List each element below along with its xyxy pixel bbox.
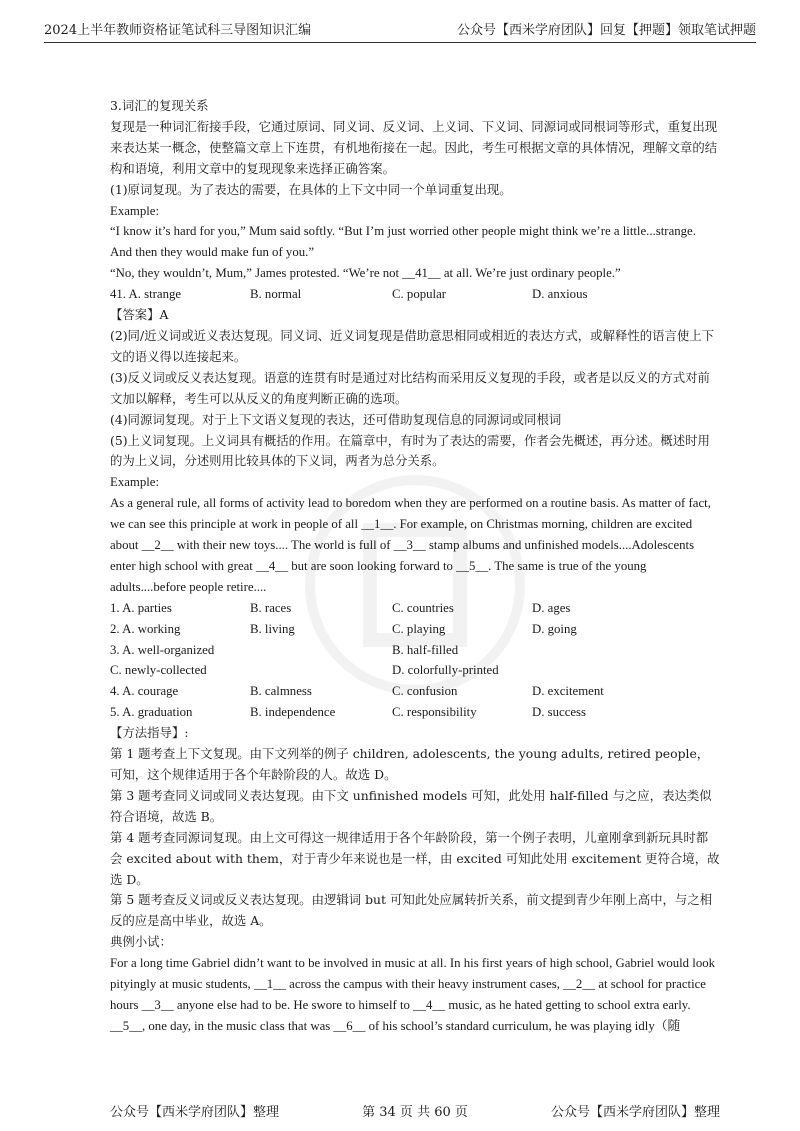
header-divider: [44, 42, 756, 43]
example-2-passage: As a general rule, all forms of activity lead to boredom when they are performed on a routine basis. As matter of fact, we can see this principle at work in people of all __1__. For example, on Christmas morning, children are excited about __2__ with their new toys.... The world is full of __3__ stamp albums and unfinished models....Adolescents enter high school with great __4__ but are soon looking forward to __5__. The same is true of the young adults....before people retire....: [110, 496, 711, 594]
trial-passage-2: __5__, one day, in the music class that was __6__ of his school’s standard curriculum, he was playing idly（随: [110, 1018, 681, 1033]
point-4: (4)同源词复现。对于上下文语义复现的表达，还可借助复现信息的同源词或同根词: [110, 411, 562, 427]
option: B. races: [250, 600, 292, 615]
option: C. countries: [392, 600, 454, 615]
point-5: (5)上义词复现。上义词具有概括的作用。在篇章中，有时为了表达的需要，作者会先概述，再分述。概述时用的为上义词，分述则用比较具体的下义词，两者为总分关系。: [110, 432, 710, 469]
header-left-title: 2024上半年教师资格证笔试科三导图知识汇编: [44, 23, 312, 38]
example-label-2: Example:: [110, 475, 160, 490]
option: C. confusion: [392, 684, 458, 699]
method-1: 第 1 题考查上下文复现。由下文列举的例子 children, adolescents, the young adults, retired people，可知，这个规律适用于各个年龄阶段的人。故选 D。: [110, 746, 710, 782]
question-4-options: [110, 681, 720, 702]
option: D. success: [532, 705, 587, 720]
option: B. living: [250, 621, 295, 636]
option: C. popular: [392, 287, 447, 302]
header-right-promo: 公众号【西米学府团队】回复【押题】领取笔试押题: [456, 23, 756, 38]
footer-right: 公众号【西米学府团队】整理: [550, 1105, 720, 1120]
option: B. calmness: [250, 684, 312, 699]
option: D. excitement: [532, 684, 604, 699]
question-3-options-a: [110, 640, 720, 661]
option: D. anxious: [532, 287, 588, 302]
point-3: (3)反义词或反义表达复现。语意的连贯有时是通过对比结构而采用反义复现的手段，或者是以反义的方式对前文加以解释，考生可以从反义的角度判断正确的选项。: [110, 369, 710, 406]
page-header: [44, 18, 756, 38]
option: 41. A. strange: [110, 287, 182, 302]
option: D. colorfully-printed: [392, 663, 499, 678]
option: B. independence: [250, 705, 336, 720]
example-label: Example:: [110, 203, 160, 218]
answer-label: 【答案】A: [110, 307, 169, 323]
intro-paragraph: 复现是一种词汇衔接手段，它通过原词、同义词、反义词、上义词、下义词、同源词或同根词等形式，重复出现来表达某一概念，使整篇文章上下连贯，有机地衔接在一起。因此，考生可根据文章的具体情况，理解文章的结构和语境，利用文章中的复现现象来选择正确答案。: [110, 118, 718, 176]
option: 2. A. working: [110, 621, 181, 636]
page-number: 第 34 页 共 60 页: [362, 1105, 468, 1120]
point-2: (2)同/近义词或近义表达复现。同义词、近义词复现是借助意思相同或相近的表达方式，或解释性的语言使上下文的语义得以连接起来。: [110, 327, 715, 364]
method-5: 第 5 题考查反义词或反义表达复现。由逻辑词 but 可知此处应属转折关系，前文提到青少年刚上高中，与之相反的应是高中毕业，故选 A。: [110, 892, 713, 929]
method-label: 【方法指导】:: [110, 725, 189, 741]
option: 4. A. courage: [110, 684, 179, 699]
option: C. newly-collected: [110, 663, 207, 678]
section-title: 3.词汇的复现关系: [110, 98, 209, 113]
option: D. ages: [532, 600, 571, 615]
example-1-line-2: “No, they wouldn’t, Mum,” James protested. “We’re not __41__ at all. We’re just ordinary people.”: [110, 266, 621, 281]
document-body: [110, 96, 720, 1037]
method-3: 第 3 题考查同义词或同义表达复现。由下文 unfinished models 可知，此处用 half-filled 与之应，表达类似符合语境，故选 B。: [110, 787, 712, 824]
option: 1. A. parties: [110, 600, 172, 615]
option: 5. A. graduation: [110, 705, 193, 720]
option: B. half-filled: [392, 642, 459, 657]
option: B. normal: [250, 287, 302, 302]
question-41-options: [110, 284, 720, 305]
option: C. responsibility: [392, 705, 477, 720]
trial-passage-1: For a long time Gabriel didn’t want to be involved in music at all. In his first years of high school, Gabriel would look pityingly at music students, __1__ across the campus with their heavy instrument cases, __2__ at school for practice hours __3__ anyone else had to be. He swore to himself to __4__ music, as he hated getting to school extra early.: [110, 956, 716, 1012]
question-2-options: [110, 619, 720, 640]
question-5-options: [110, 702, 720, 723]
example-1-line-1: “I know it’s hard for you,” Mum said softly. “But I’m just worried other people might think we’re a little...strange. And then they would make fun of you.”: [110, 224, 696, 260]
page-footer: [110, 1101, 720, 1120]
option: C. playing: [392, 621, 446, 636]
option: D. going: [532, 621, 577, 636]
question-1-options: [110, 598, 720, 619]
option: 3. A. well-organized: [110, 642, 215, 657]
question-3-options-b: [110, 660, 720, 681]
method-4: 第 4 题考查同源词复现。由上文可得这一规律适用于各个年龄阶段，第一个例子表明，儿童刚拿到新玩具时都会 excited about with them，对于青少年来说也是一样，由 excited 可知此处用 excitement 更符合境，故选 D。: [110, 829, 720, 887]
footer-left: 公众号【西米学府团队】整理: [110, 1105, 280, 1120]
point-1: (1)原词复现。为了表达的需要，在具体的上下文中同一个单词重复出现。: [110, 181, 512, 197]
trial-label: 典例小试：: [110, 934, 172, 950]
